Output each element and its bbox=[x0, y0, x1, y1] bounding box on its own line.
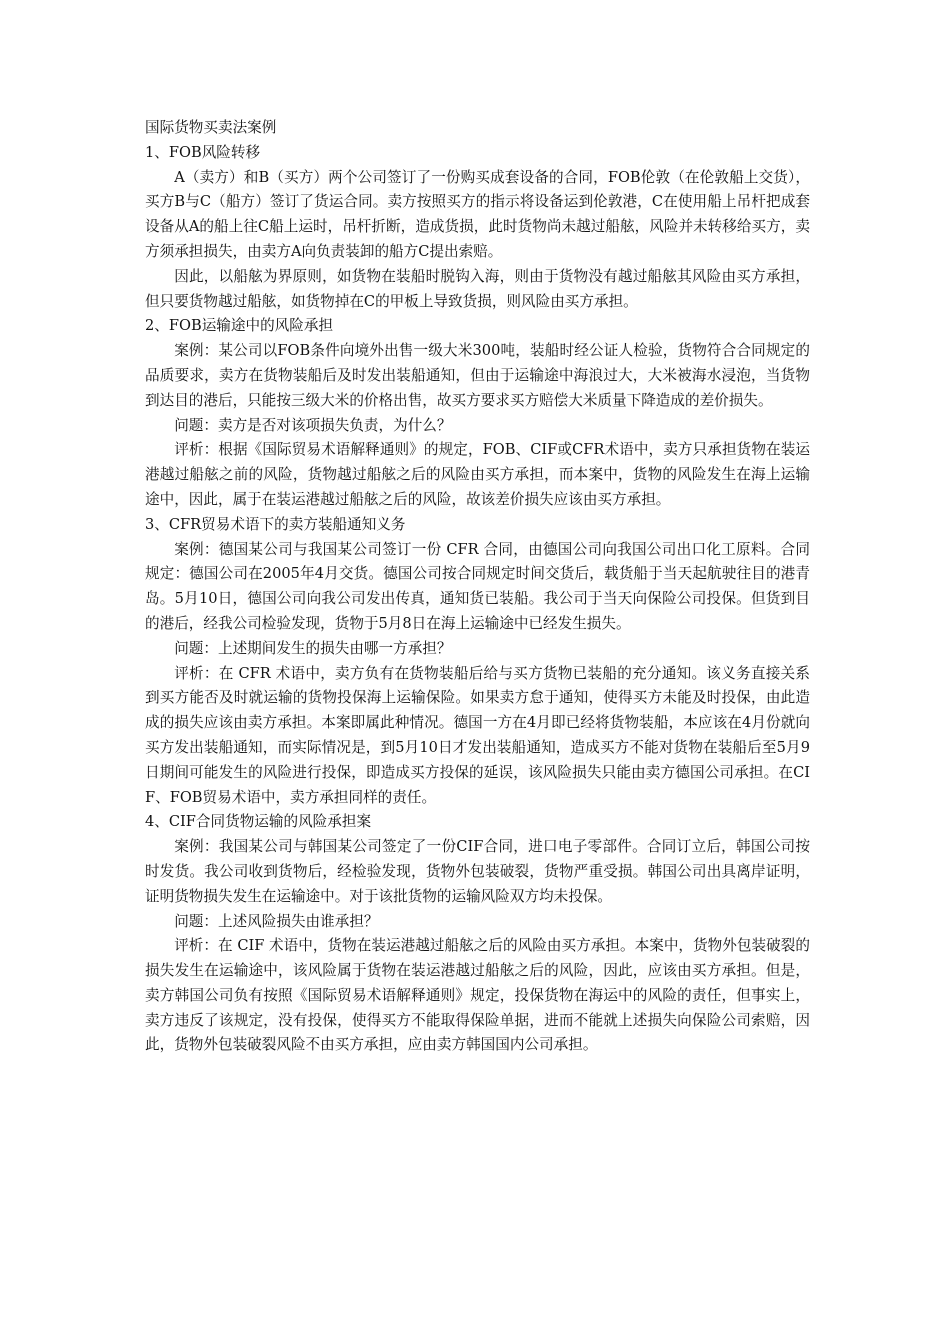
document-page bbox=[145, 116, 810, 1058]
section-3-analysis: 评析：在 CFR 术语中，卖方负有在货物装船后给与买方货物已装船的充分通知。该义务直接关系到买方能否及时就运输的货物投保海上运输保险。如果卖方怠于通知，使得买方未能及时投保，由此造成的损失应该由卖方承担。本案即属此种情况。德国一方在4月即已经将货物装船，本应该在4月份就向买方发出装船通知，而实际情况是，到5月10日才发出装船通知，造成买方不能对货物在装船后至5月9日期间可能发生的风险进行投保，即造成买方投保的延误，该风险损失只能由卖方德国公司承担。在CIF、FOB贸易术语中，卖方承担同样的责任。 bbox=[145, 664, 810, 806]
section-4-question: 问题：上述风险损失由谁承担？ bbox=[174, 912, 379, 930]
section-1-paragraph-1: A（卖方）和B（买方）两个公司签订了一份购买成套设备的合同，FOB伦敦（在伦敦船上交货），买方B与C（船方）签订了货运合同。卖方按照买方的指示将设备运到伦敦港，C在使用船上吊杆把成套设备从A的船上往C船上运时，吊杆折断，造成货损，此时货物尚未越过船舷，风险并未转移给买方，卖方须承担损失，由卖方A向负责装卸的船方C提出索赔。 bbox=[145, 168, 810, 260]
section-4-heading: 4、CIF合同货物运输的风险承担案 bbox=[145, 813, 372, 831]
section-4-case: 案例：我国某公司与韩国某公司签定了一份CIF合同，进口电子零部件。合同订立后，韩国公司按时发货。我公司收到货物后，经检验发现，货物外包装破裂，货物严重受损。韩国公司出具离岸证明，证明货物损失发生在运输途中。对于该批货物的运输风险双方均未投保。 bbox=[145, 838, 810, 905]
section-4-analysis: 评析：在 CIF 术语中，货物在装运港越过船舷之后的风险由买方承担。本案中，货物外包装破裂的损失发生在运输途中，该风险属于货物在装运港越过船舷之后的风险，因此，应该由买方承担。但是，卖方韩国公司负有按照《国际贸易术语解释通则》规定，投保货物在海运中的风险的责任，但事实上，卖方违反了该规定，没有投保，使得买方不能取得保险单据，进而不能就上述损失向保险公司索赔，因此，货物外包装破裂风险不由买方承担，应由卖方韩国国内公司承担。 bbox=[145, 937, 810, 1054]
section-3-question: 问题：上述期间发生的损失由哪一方承担？ bbox=[174, 639, 452, 657]
section-3-heading: 3、CFR贸易术语下的卖方装船通知义务 bbox=[145, 515, 406, 533]
section-3-case: 案例：德国某公司与我国某公司签订一份 CFR 合同，由德国公司向我国公司出口化工原料。合同规定：德国公司在2005年4月交货。德国公司按合同规定时间交货后，载货船于当天起航驶往目的港青岛。5月10日，德国公司向我公司发出传真，通知货已装船。我公司于当天向保险公司投保。但货到目的港后，经我公司检验发现，货物于5月8日在海上运输途中已经发生损失。 bbox=[145, 540, 810, 632]
document-title: 国际货物买卖法案例 bbox=[145, 119, 277, 136]
section-2-question: 问题：卖方是否对该项损失负责，为什么？ bbox=[174, 416, 452, 434]
section-1-paragraph-2: 因此，以船舷为界原则，如货物在装船时脱钩入海，则由于货物没有越过船舷其风险由买方承担，但只要货物越过船舷，如货物掉在C的甲板上导致货损，则风险由买方承担。 bbox=[145, 267, 810, 310]
section-2-analysis: 评析：根据《国际贸易术语解释通则》的规定，FOB、CIF或CFR术语中，卖方只承担货物在装运港越过船舷之前的风险，货物越过船舷之后的风险由买方承担，而本案中，货物的风险发生在海上运输途中，因此，属于在装运港越过船舷之后的风险，故该差价损失应该由买方承担。 bbox=[145, 441, 810, 508]
section-1-heading: 1、FOB风险转移 bbox=[145, 143, 261, 161]
section-2-heading: 2、FOB运输途中的风险承担 bbox=[145, 317, 334, 335]
section-2-case: 案例：某公司以FOB条件向境外出售一级大米300吨，装船时经公证人检验，货物符合合同规定的品质要求，卖方在货物装船后及时发出装船通知，但由于运输途中海浪过大，大米被海水浸泡，当货物到达目的港后，只能按三级大米的价格出售，故买方要求买方赔偿大米质量下降造成的差价损失。 bbox=[145, 342, 810, 409]
